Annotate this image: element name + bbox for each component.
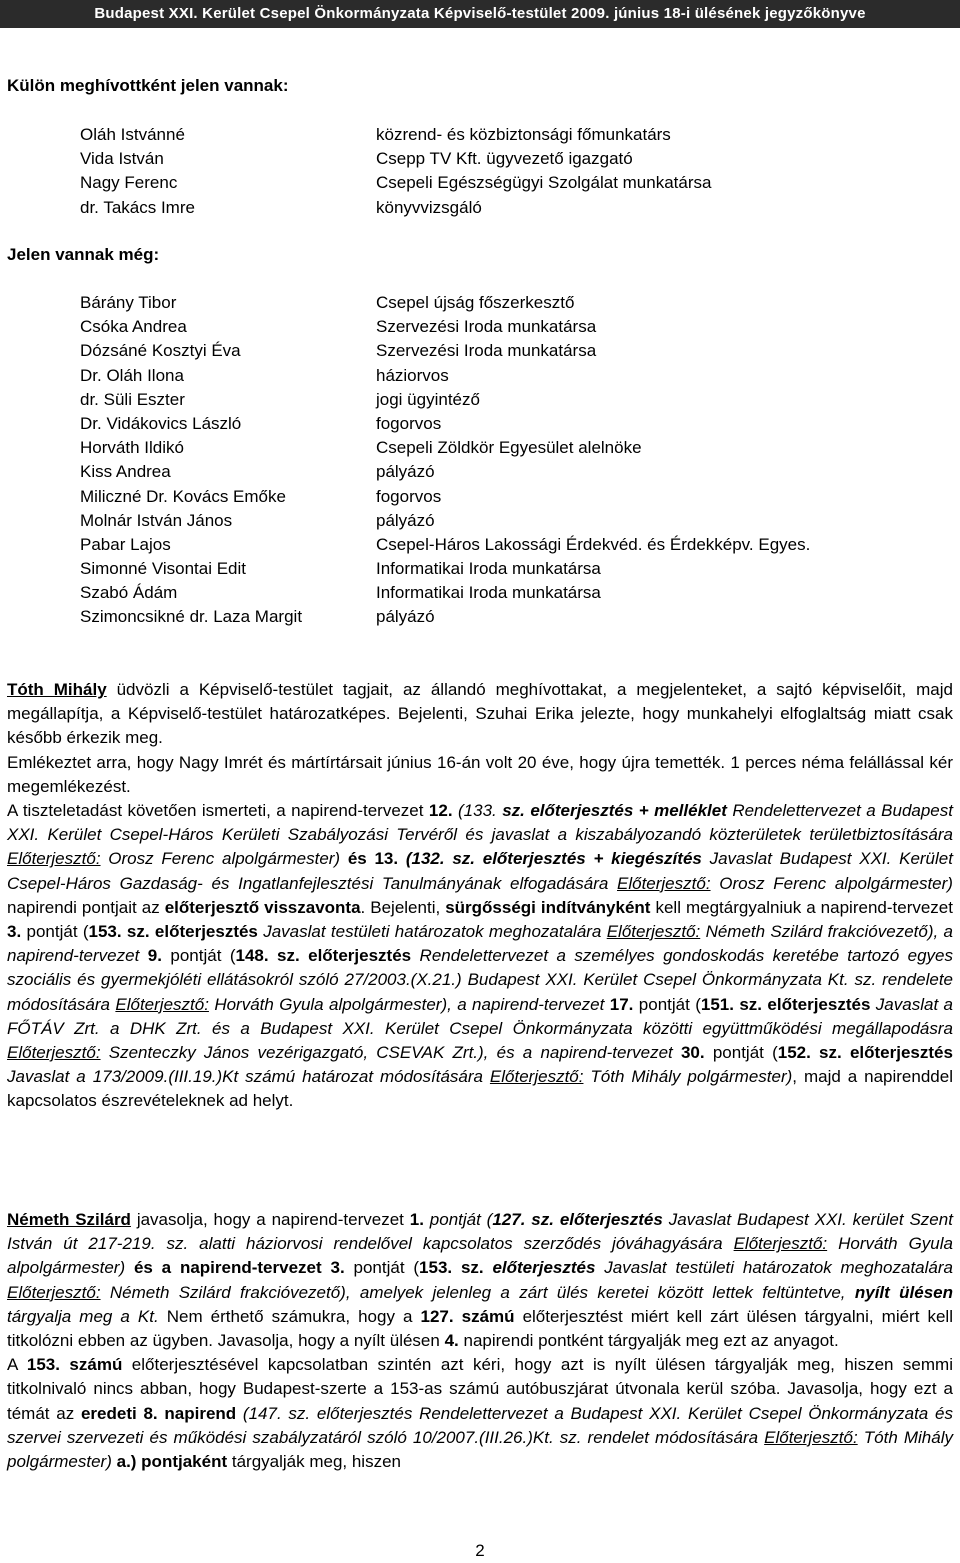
attendee-row xyxy=(0,412,960,436)
para-text: Németh Szilárd frakcióvezető), a napirend-tervezet xyxy=(7,922,953,966)
attendee-name: Oláh Istvánné xyxy=(80,125,185,144)
attendee-row xyxy=(0,315,960,339)
attendee-role: Szervezési Iroda munkatársa xyxy=(376,341,597,361)
para-text: Nem érthető számukra, hogy a xyxy=(166,1306,413,1326)
attendee-role: Szervezési Iroda munkatársa xyxy=(376,317,597,337)
para-text: Előterjesztő: xyxy=(115,994,209,1014)
attendee-role: fogorvos xyxy=(376,486,442,506)
para-text: tárgyalják meg, hiszen xyxy=(231,1452,401,1472)
attendee-role: Informatikai Iroda munkatársa xyxy=(376,559,601,579)
attendee-row xyxy=(0,605,960,629)
attendee-role: fogorvos xyxy=(376,413,442,433)
attendee-row xyxy=(0,388,960,412)
attendee-name: Dózsáné Kosztyi Éva xyxy=(80,341,241,361)
present-list xyxy=(0,291,960,630)
para-text: tárgyalja meg a Kt. xyxy=(7,1306,159,1326)
para-text: 153. sz. xyxy=(419,1258,484,1278)
agenda-number: 4. xyxy=(444,1331,459,1351)
para-text: eredeti 8. napirend xyxy=(80,1403,237,1423)
attendee-name: Dr. Oláh Ilona xyxy=(80,365,184,385)
attendee-row xyxy=(0,123,960,147)
attendee-role: pályázó xyxy=(376,462,435,482)
para-text: Szenteczky János vezérigazgató, CSEVAK Zrt.), és a napirend-tervezet xyxy=(108,1043,673,1063)
attendee-name: Szimoncsikné dr. Laza Margit xyxy=(80,607,303,627)
agenda-number: 1. xyxy=(409,1210,424,1229)
para-text: pontját ( xyxy=(26,922,89,942)
para-text: (133. xyxy=(458,801,497,821)
para-text: 127. sz. előterjesztés xyxy=(492,1210,663,1229)
invited-list xyxy=(0,123,960,220)
agenda-number: 17. xyxy=(609,994,634,1014)
attendee-name: Simonné Visontai Edit xyxy=(80,559,247,579)
para-text: Horváth Gyula alpolgármester), a napirend-tervezet xyxy=(214,994,605,1014)
attendee-name: Horváth Ildikó xyxy=(80,438,184,458)
attendee-name: Bárány Tibor xyxy=(80,293,177,312)
attendee-row xyxy=(0,291,960,315)
para-text: Javaslat testületi határozatok meghozatalára xyxy=(263,922,602,942)
para-text: Orosz Ferenc alpolgármester) xyxy=(719,873,953,893)
para-text: pontját ( xyxy=(353,1258,420,1278)
para-text: üdvözli a Képviselő-testület tagjait, az állandó meghívottakat, a megjelenteket, a sajtó képviselőit, majd megállapítja, a Képviselő-testület határozatképes. Bejelenti, Szuhai Erika jelezte, hogy munkahelyi elfoglaltság miatt csak később érkezik meg. xyxy=(7,680,953,748)
para-text: sürgősségi indítványként xyxy=(445,897,651,917)
para-text: , majd a napirenddel kapcsolatos észrevételeknek ad helyt. xyxy=(7,1067,953,1111)
attendee-name: Csóka Andrea xyxy=(80,317,187,337)
para-text: javasolja, hogy a napirend-tervezet xyxy=(136,1210,404,1229)
attendee-row xyxy=(0,557,960,581)
attendee-name: Dr. Vidákovics László xyxy=(80,413,242,433)
invited-section-title: Külön meghívottként jelen vannak: xyxy=(7,76,289,95)
para-text: 152. sz. előterjesztés xyxy=(777,1043,953,1063)
para-text: Javaslat testületi határozatok meghozatalára xyxy=(604,1258,953,1278)
para-text: . Bejelenti, xyxy=(360,897,441,917)
para-text: Javaslat a 173/2009.(III.19.)Kt számú határozat módosítására xyxy=(7,1067,483,1087)
para-text: Javaslat Budapest XXI. kerület Szent István út 217-219. sz. alatti háziorvosi rendelővel kapcsolatos szerződés jóváhagyására xyxy=(7,1210,953,1254)
para-text: Emlékeztet arra, hogy Nagy Imrét és mártírtársait június 16-án volt 20 éve, hogy újra temették. 1 perces néma felállással kér megemlékezést. xyxy=(7,752,953,796)
para-text: pontját ( xyxy=(638,994,701,1014)
attendee-role: Csepel újság főszerkesztő xyxy=(376,293,575,312)
attendee-name: dr. Süli Eszter xyxy=(80,389,185,409)
attendee-row xyxy=(0,147,960,171)
attendee-name: dr. Takács Imre xyxy=(80,197,195,217)
attendee-row xyxy=(0,196,960,220)
attendee-role: Csepel-Háros Lakossági Érdekvéd. és Érdekképv. Egyes. xyxy=(376,534,811,554)
para-text: pontját ( xyxy=(429,1210,493,1229)
para-text: Előterjesztő: xyxy=(733,1234,828,1254)
attendee-role: közrend- és közbiztonsági főmunkatárs xyxy=(376,125,671,144)
attendee-row xyxy=(0,581,960,605)
para-text: a.) pontjaként xyxy=(116,1452,228,1472)
para-text: Előterjesztő: xyxy=(7,849,101,869)
agenda-number: 3. xyxy=(7,922,22,942)
attendee-role: könyvvizsgáló xyxy=(376,197,482,217)
para-text: Rendelettervezet a Budapest XXI. Kerület Csepel-Háros Kerületi Szabályozási Tervéről és javaslat a kiszabályozandó közterületek területbiztosítására xyxy=(7,801,953,845)
attendee-row xyxy=(0,436,960,460)
agenda-number: 30. xyxy=(680,1043,705,1063)
para-text: előterjesztés + kiegészítés xyxy=(482,849,702,869)
para-text: Előterjesztő: xyxy=(617,873,711,893)
attendee-name: Miliczné Dr. Kovács Emőke xyxy=(80,486,286,506)
para-text: 153. sz. előterjesztés xyxy=(88,922,258,942)
present-section-title: Jelen vannak még: xyxy=(7,245,160,264)
attendee-role: Csepeli Egészségügyi Szolgálat munkatársa xyxy=(376,173,712,193)
para-text: Orosz Ferenc alpolgármester) xyxy=(108,849,341,869)
para-text: Tóth Mihály polgármester) xyxy=(590,1067,793,1087)
para-text: Javaslat a FŐTÁV Zrt. a DHK Zrt. és a Budapest XXI. Kerület Csepel Önkormányzata közötti együttműködési megállapodásra xyxy=(7,994,953,1038)
para-text: Előterjesztő: xyxy=(764,1427,858,1447)
attendee-role: Csepp TV Kft. ügyvezető igazgató xyxy=(376,149,633,169)
para-text: Előterjesztő: xyxy=(606,922,701,942)
para-text: napirendi pontként tárgyalják meg ezt az anyagot. xyxy=(463,1331,839,1351)
attendee-role: Csepeli Zöldkör Egyesület alelnöke xyxy=(376,438,642,458)
para-text: előterjesztésével kapcsolatban szintén azt kéri, hogy azt is nyílt ülésen tárgyalják meg, hiszen semmi titkolnivaló nincs abban, hogy Budapest-szerte a 153-as számú autóbuszjárat útvonala kerül szóba. Javasolja, hogy ezt a témát az xyxy=(7,1355,953,1423)
para-text: 148. sz. előterjesztés xyxy=(235,946,412,966)
para-text: A xyxy=(7,1355,18,1375)
attendee-role: háziorvos xyxy=(376,365,449,385)
attendee-name: Vida István xyxy=(80,149,164,169)
attendee-role: jogi ügyintéző xyxy=(376,389,480,409)
para-text: sz. xyxy=(502,801,525,821)
para-text: előterjesztés xyxy=(492,1258,596,1278)
para-text: kell megtárgyalniuk a napirend-tervezet xyxy=(655,897,953,917)
para-text: A tiszteletadást követően ismerteti, a napirend-tervezet xyxy=(7,801,424,821)
attendee-row xyxy=(0,485,960,509)
para-text: Előterjesztő: xyxy=(7,1043,101,1063)
para-text: előterjesztés + melléklet xyxy=(530,801,727,821)
attendee-name: Pabar Lajos xyxy=(80,534,171,554)
para-text: Rendelettervezet a személyes gondoskodás keretébe tartozó egyes szociális és gyermekjóléti ellátásokról szóló 27/2003.(X.21.) Budapest XXI. Kerület Csepel Önkormányzata Kt. sz. rendelete módosítására xyxy=(7,946,953,1014)
para-text: pontját ( xyxy=(712,1043,778,1063)
attendee-row xyxy=(0,460,960,484)
attendee-name: Nagy Ferenc xyxy=(80,173,178,193)
para-text: és a napirend-tervezet xyxy=(133,1258,322,1278)
attendee-role: Informatikai Iroda munkatársa xyxy=(376,583,601,603)
agenda-number: 3. xyxy=(330,1258,345,1278)
para-text: Horváth Gyula alpolgármester) xyxy=(7,1234,953,1278)
page-number: 2 xyxy=(475,1541,485,1560)
paragraph-toth-mihaly xyxy=(7,678,953,1114)
para-text: 127. számú xyxy=(420,1306,515,1326)
para-text: (147. sz. előterjesztés Rendelettervezet a Budapest XXI. Kerület Csepel Önkormányzata és szervei szervezeti és működési szabályzatáról szóló 10/2007.(III.26.)Kt. sz. rendelet módosítására xyxy=(7,1403,953,1447)
para-text: 153. számú xyxy=(26,1355,123,1375)
para-text: napirendi pontjait az xyxy=(7,897,160,917)
attendee-row xyxy=(0,509,960,533)
attendee-role: pályázó xyxy=(376,607,435,627)
document-header: Budapest XXI. Kerület Csepel Önkormányzata Képviselő-testület 2009. június 18-i ülésének jegyzőkönyve xyxy=(0,0,960,28)
speaker-name: Tóth Mihály xyxy=(7,680,107,699)
agenda-number: 12. xyxy=(428,801,453,821)
para-text: Előterjesztő: xyxy=(489,1067,584,1087)
para-text: előterjesztést miért kell zárt ülésen tárgyalni, miért kell titkolózni ebben az ügyben. Javasolja, hogy a nyílt ülésen xyxy=(7,1306,953,1351)
attendee-name: Molnár István János xyxy=(80,510,233,530)
para-text: Javaslat Budapest XXI. Kerület Csepel-Háros Gazdaság- és Ingatlanfejlesztési Tanulmányának elfogadására xyxy=(7,849,953,893)
para-text: Előterjesztő: xyxy=(7,1282,101,1302)
para-text: Tóth Mihály polgármester) xyxy=(7,1427,953,1472)
para-text: nyílt ülésen xyxy=(854,1282,953,1302)
para-text: 151. sz. előterjesztés xyxy=(700,994,871,1014)
attendee-row xyxy=(0,339,960,363)
paragraph-nemeth-szilard xyxy=(7,1208,953,1474)
agenda-number: 9. xyxy=(147,946,162,966)
attendee-row xyxy=(0,364,960,388)
attendee-name: Kiss Andrea xyxy=(80,462,171,482)
attendee-row xyxy=(0,533,960,557)
para-text: pontját ( xyxy=(170,946,236,966)
attendee-row xyxy=(0,171,960,195)
attendee-role: pályázó xyxy=(376,510,435,530)
para-text: és 13. xyxy=(347,849,399,869)
para-text: Németh Szilárd frakcióvezető), amelyek jelenleg a zárt ülés keretei között lettek feltüntetve, xyxy=(109,1282,846,1302)
para-text: előterjesztő visszavonta xyxy=(164,897,361,917)
speaker-name: Németh Szilárd xyxy=(7,1210,131,1229)
para-text: sz. xyxy=(452,849,476,869)
para-text: (132. xyxy=(405,849,445,869)
attendee-name: Szabó Ádám xyxy=(80,583,178,603)
